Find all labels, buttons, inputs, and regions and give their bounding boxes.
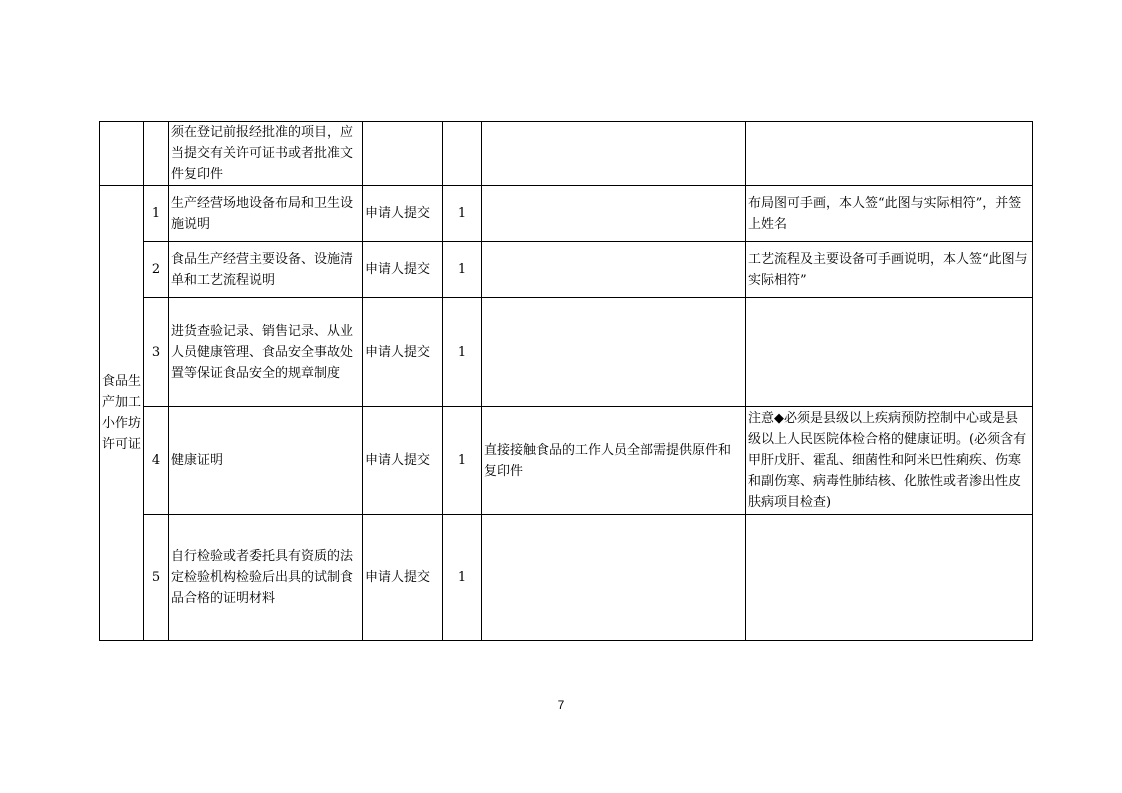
row-number: 3 <box>144 298 169 407</box>
material-cell: 食品生产经营主要设备、设施清单和工艺流程说明 <box>169 242 363 298</box>
row-number: 1 <box>144 186 169 242</box>
provider-cell: 申请人提交 <box>363 298 443 407</box>
remarks-cell <box>746 515 1033 641</box>
quantity-cell: 1 <box>443 407 482 515</box>
quantity-cell: 1 <box>443 186 482 242</box>
table-row-5 <box>100 515 1033 641</box>
category-cell-empty <box>100 122 144 186</box>
table-row-4 <box>100 407 1033 515</box>
page-number: 7 <box>557 698 565 712</box>
quantity-cell-empty <box>443 122 482 186</box>
number-cell-empty <box>144 122 169 186</box>
requirement-cell: 直接接触食品的工作人员全部需提供原件和复印件 <box>482 407 746 515</box>
quantity-cell: 1 <box>443 298 482 407</box>
provider-cell: 申请人提交 <box>363 242 443 298</box>
requirement-cell-empty <box>482 122 746 186</box>
table-row-1 <box>100 186 1033 242</box>
remarks-cell: 工艺流程及主要设备可手画说明，本人签“此图与实际相符” <box>746 242 1033 298</box>
category-cell: 食品生产加工小作坊许可证 <box>100 186 144 641</box>
material-cell: 自行检验或者委托具有资质的法定检验机构检验后出具的试制食品合格的证明材料 <box>169 515 363 641</box>
remarks-cell: 注意◆必须是县级以上疾病预防控制中心或是县级以上人民医院体检合格的健康证明。(必须含有甲肝戊肝、霍乱、细菌性和阿米巴性痢疾、伤寒和副伤寒、病毒性肺结核、化脓性或者渗出性皮肤病项目检查) <box>746 407 1033 515</box>
remarks-cell-empty <box>746 122 1033 186</box>
material-cell: 进货查验记录、销售记录、从业人员健康管理、食品安全事故处置等保证食品安全的规章制度 <box>169 298 363 407</box>
table-row-3 <box>100 298 1033 407</box>
table-row-continued <box>100 122 1033 186</box>
row-number: 2 <box>144 242 169 298</box>
remarks-cell: 布局图可手画，本人签“此图与实际相符”，并签上姓名 <box>746 186 1033 242</box>
requirement-cell <box>482 298 746 407</box>
quantity-cell: 1 <box>443 515 482 641</box>
provider-cell: 申请人提交 <box>363 515 443 641</box>
row-number: 5 <box>144 515 169 641</box>
provider-cell-empty <box>363 122 443 186</box>
material-cell: 健康证明 <box>169 407 363 515</box>
provider-cell: 申请人提交 <box>363 186 443 242</box>
requirement-cell <box>482 242 746 298</box>
requirement-cell <box>482 515 746 641</box>
row-number: 4 <box>144 407 169 515</box>
quantity-cell: 1 <box>443 242 482 298</box>
remarks-cell <box>746 298 1033 407</box>
material-cell: 须在登记前报经批准的项目，应当提交有关许可证书或者批准文件复印件 <box>169 122 363 186</box>
material-cell: 生产经营场地设备布局和卫生设施说明 <box>169 186 363 242</box>
requirement-cell <box>482 186 746 242</box>
provider-cell: 申请人提交 <box>363 407 443 515</box>
materials-table <box>99 121 1033 641</box>
table-row-2 <box>100 242 1033 298</box>
